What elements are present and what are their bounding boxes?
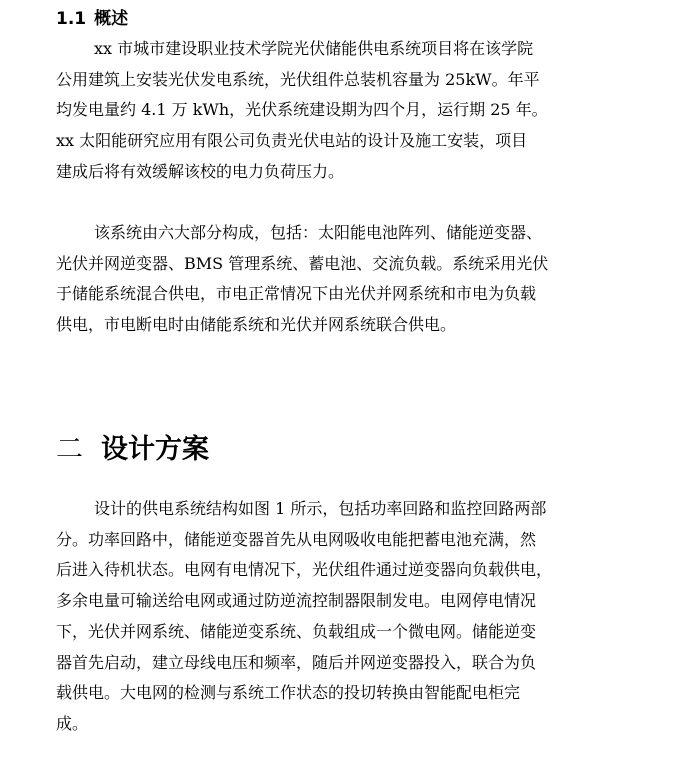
text-line: 公用建筑上安装光伏发电系统，光伏组件总装机容量为 25kW。年平	[56, 69, 540, 89]
text-line: 后进入待机状态。电网有电情况下，光伏组件通过逆变器向负载供电，	[56, 560, 553, 580]
design-paragraph-1	[56, 494, 616, 740]
section-number: 1.1	[56, 9, 87, 29]
text-line: 供电，市电断电时由储能系统和光伏并网系统联合供电。	[56, 315, 457, 335]
chapter-number: 二	[56, 434, 83, 465]
section-heading-1-1	[56, 6, 128, 32]
text-line: xx 市城市建设职业技术学院光伏储能供电系统项目将在该学院	[94, 39, 534, 58]
text-line: 光伏并网逆变器、BMS 管理系统、蓄电池、交流负载。系统采用光伏	[56, 253, 549, 273]
overview-paragraph-2	[56, 218, 616, 341]
text-line: 载供电。大电网的检测与系统工作状态的投切转换由智能配电柜完	[56, 683, 521, 703]
text-line: 多余电量可输送给电网或通过防逆流控制器限制发电。电网停电情况	[56, 591, 537, 611]
section-title: 概述	[94, 9, 129, 29]
text-line: 设计的供电系统结构如图 1 所示，包括功率回路和监控回路两部	[94, 499, 547, 518]
text-line: 建成后将有效缓解该校的电力负荷压力。	[56, 161, 345, 181]
text-line: 该系统由六大部分构成，包括：太阳能电池阵列、储能逆变器、	[94, 223, 543, 242]
text-line: 分。功率回路中，储能逆变器首先从电网吸收电能把蓄电池充满，然	[56, 529, 537, 549]
section-heading-2	[56, 430, 209, 470]
text-line: 成。	[56, 713, 89, 733]
text-line: 下，光伏并网系统、储能逆变系统、负载组成一个微电网。储能逆变	[56, 621, 537, 641]
chapter-title: 设计方案	[101, 434, 209, 465]
text-line: 于储能系统混合供电，市电正常情况下由光伏并网系统和市电为负载	[56, 284, 537, 304]
text-line: 均发电量约 4.1 万 kWh，光伏系统建设期为四个月，运行期 25 年。	[56, 100, 548, 120]
overview-paragraph-1	[56, 34, 616, 188]
text-line: 器首先启动，建立母线电压和频率，随后并网逆变器投入，联合为负	[56, 652, 537, 672]
text-line: xx 太阳能研究应用有限公司负责光伏电站的设计及施工安装，项目	[56, 131, 528, 151]
